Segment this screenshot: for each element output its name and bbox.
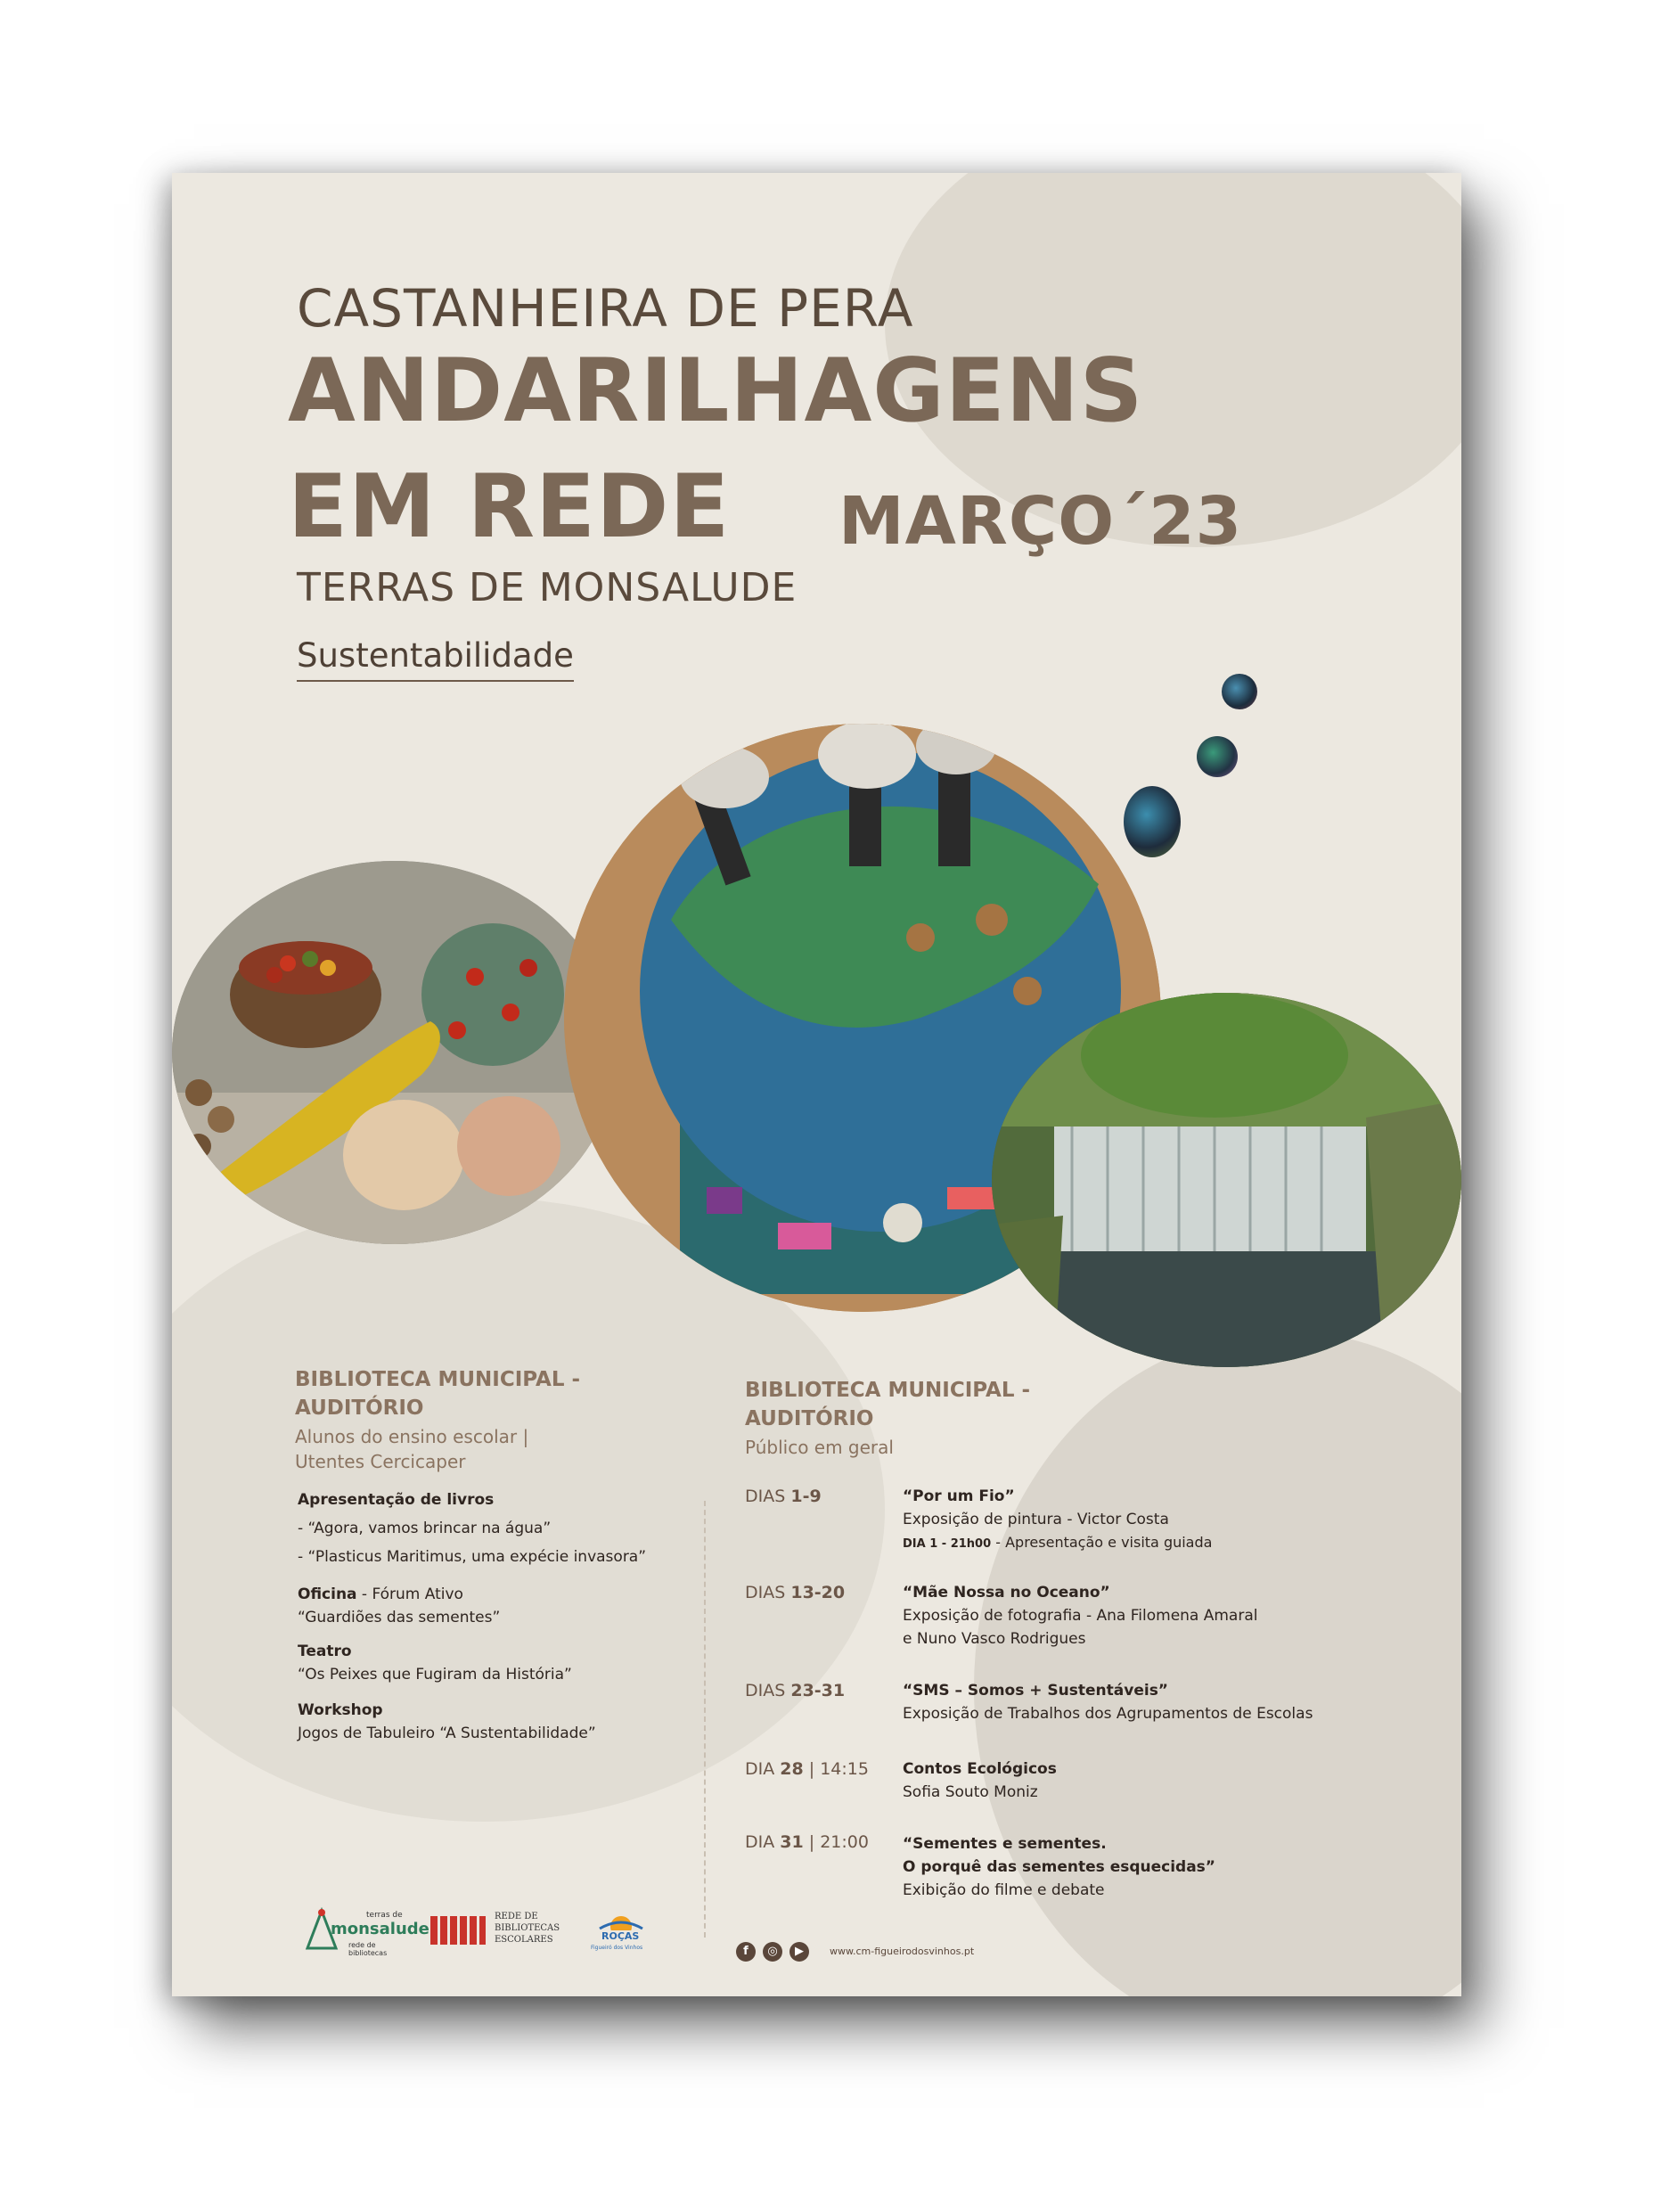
main-title-2: EM REDE	[288, 456, 731, 558]
event-extra-bold: DIA 1 - 21h00	[903, 1537, 992, 1551]
left-venue	[295, 1365, 580, 1422]
theme-label: Sustentabilidade	[297, 636, 574, 682]
item-title: Workshop	[298, 1701, 383, 1719]
logo-monsalude	[304, 1907, 429, 1961]
date-title: MARÇO´23	[838, 483, 1243, 560]
event-title: “Por um Fio”	[903, 1487, 1015, 1505]
town-title: CASTANHEIRA DE PERA	[297, 278, 914, 339]
item-line: “Guardiões das sementes”	[298, 1609, 501, 1626]
event-line: e Nuno Vasco Rodrigues	[903, 1630, 1086, 1648]
logo1-top: terras de	[366, 1911, 403, 1920]
venue-line: AUDITÓRIO	[295, 1397, 424, 1420]
logo1-sub: rede de bibliotecas	[348, 1941, 388, 1957]
event-day: DIAS 1-9	[745, 1487, 822, 1506]
sun-icon	[594, 1907, 648, 1930]
event-line: Exposição de pintura - Victor Costa	[903, 1511, 1169, 1528]
event-day: DIA 31 | 21:00	[745, 1832, 869, 1852]
event-details	[903, 1832, 1215, 1902]
waterfall-image	[992, 993, 1461, 1367]
venue-line: BIBLIOTECA MUNICIPAL -	[745, 1379, 1031, 1402]
main-title: ANDARILHAGENS	[288, 340, 1144, 442]
event-day: DIA 28 | 14:15	[745, 1759, 869, 1779]
photo-vegetables	[172, 861, 618, 1244]
poster	[172, 173, 1461, 1996]
audience-line: Alunos do ensino escolar |	[295, 1426, 529, 1447]
logo3-sub: Figueiró dos Vinhos	[591, 1945, 643, 1951]
event-details	[903, 1679, 1313, 1725]
rbe-text: REDE DE BIBLIOTECAS ESCOLARES	[495, 1912, 560, 1945]
rbe-mark-icon	[430, 1916, 486, 1945]
item-title-rest: - Fórum Ativo	[356, 1585, 463, 1603]
logo1-main: monsalude	[331, 1920, 429, 1938]
left-item-oficina	[298, 1583, 500, 1629]
event-title: Contos Ecológicos	[903, 1760, 1057, 1778]
logo3-main: ROÇAS	[601, 1930, 640, 1942]
event-details	[903, 1581, 1257, 1651]
bubble-small-3	[1124, 786, 1181, 857]
item-line: Jogos de Tabuleiro “A Sustentabilidade”	[298, 1725, 596, 1742]
event-title: “Sementes e sementes.	[903, 1835, 1107, 1853]
left-item-workshop	[298, 1699, 596, 1745]
bubble-small-2	[1197, 736, 1238, 777]
left-item-teatro	[298, 1640, 572, 1686]
event-line: Sofia Souto Moniz	[903, 1783, 1038, 1801]
item-title: Apresentação de livros	[298, 1491, 495, 1509]
event-title: “SMS – Somos + Sustentáveis”	[903, 1682, 1168, 1700]
item-line: “Os Peixes que Fugiram da História”	[298, 1666, 572, 1684]
logo-rbe	[430, 1911, 573, 1955]
website-link[interactable]: www.cm-figueirodosvinhos.pt	[830, 1946, 975, 1957]
event-extra: - Apresentação e visita guiada	[991, 1534, 1213, 1551]
instagram-icon[interactable]: ◎	[763, 1942, 782, 1962]
event-line: Exibição do filme e debate	[903, 1881, 1105, 1899]
bubble-small-1	[1222, 674, 1257, 709]
left-item-books	[298, 1488, 646, 1569]
event-details	[903, 1485, 1212, 1556]
venue-line: AUDITÓRIO	[745, 1407, 874, 1430]
event-day: DIAS 23-31	[745, 1681, 846, 1700]
logo-rocas	[591, 1907, 662, 1961]
venue-line: BIBLIOTECA MUNICIPAL -	[295, 1368, 581, 1391]
event-line: Exposição de Trabalhos dos Agrupamentos de Escolas	[903, 1705, 1313, 1723]
event-line: Exposição de fotografia - Ana Filomena Amaral	[903, 1607, 1258, 1625]
region-title: TERRAS DE MONSALUDE	[297, 565, 798, 610]
facebook-icon[interactable]: f	[736, 1942, 756, 1962]
youtube-icon[interactable]: ▶	[789, 1942, 809, 1962]
item-line: - “Agora, vamos brincar na água”	[298, 1520, 552, 1537]
event-title: O porquê das sementes esquecidas”	[903, 1858, 1215, 1876]
item-line: - “Plasticus Maritimus, uma expécie invasora”	[298, 1548, 647, 1566]
event-details	[903, 1757, 1057, 1804]
left-audience	[295, 1424, 528, 1474]
event-title: “Mãe Nossa no Oceano”	[903, 1584, 1110, 1602]
right-audience: Público em geral	[745, 1437, 894, 1458]
column-divider	[704, 1501, 706, 1938]
event-day: DIAS 13-20	[745, 1583, 846, 1602]
audience-line: Utentes Cercicaper	[295, 1451, 466, 1472]
vegetables-image	[172, 861, 618, 1244]
item-title: Teatro	[298, 1643, 352, 1660]
photo-waterfall	[992, 993, 1461, 1367]
right-venue	[745, 1376, 1030, 1433]
item-title: Oficina	[298, 1585, 357, 1603]
